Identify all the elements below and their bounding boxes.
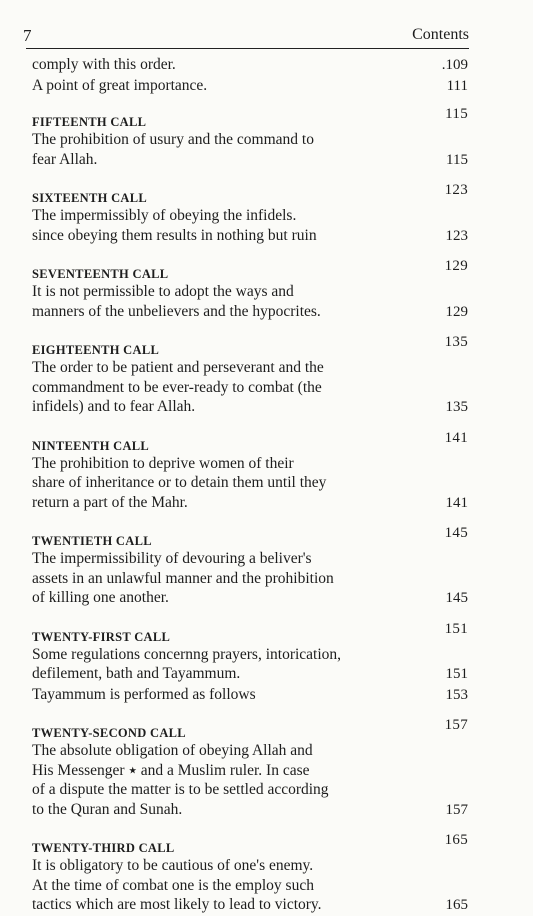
toc-page-ref: 145: [445, 590, 468, 606]
toc-line: [32, 302, 468, 323]
toc-line: [32, 895, 468, 916]
toc-line: [32, 549, 468, 569]
toc-page-ref: 111: [446, 77, 468, 94]
toc-line: [32, 454, 468, 474]
call-heading-page: 123: [444, 182, 468, 198]
toc-line-text: It is obligatory to be cautious of one's enemy.: [32, 857, 314, 874]
call-heading-page: 151: [444, 620, 468, 637]
call-heading: [32, 719, 468, 741]
toc-line-text: Some regulations concernng prayers, intorication,: [32, 645, 342, 663]
table-of-contents: [32, 55, 468, 916]
toc-page-ref: 115: [446, 151, 468, 168]
toc-page-ref: 135: [445, 399, 468, 415]
toc-line-text: At the time of combat one is the employ such: [32, 876, 314, 894]
toc-line-text: The impermissibly of obeying the infidels.: [32, 207, 297, 224]
toc-line: [32, 130, 468, 150]
header-rule: [26, 48, 469, 49]
toc-line: [32, 761, 468, 781]
toc-line: [32, 76, 468, 97]
toc-line-text: The impermissibility of devouring a beliver's: [32, 550, 312, 567]
toc-page-ref: 157: [445, 801, 468, 818]
call-heading-page: 141: [444, 429, 468, 446]
toc-line-text: defilement, bath and Tayammum.: [32, 665, 241, 682]
call-heading: [32, 336, 468, 358]
call-heading: [32, 184, 468, 206]
page-number: 7: [23, 26, 32, 45]
toc-line: [32, 55, 468, 76]
toc-line-text: fear Allah.: [32, 150, 98, 168]
toc-line-text: The order to be patient and perseverant and the: [32, 359, 324, 376]
toc-line: [32, 397, 468, 418]
call-heading-text: TWENTY-SECOND CALL: [32, 726, 186, 740]
toc-page-ref: 151: [445, 666, 468, 682]
toc-page-ref: 153: [445, 686, 468, 703]
toc-page-ref: 165: [445, 897, 468, 913]
call-heading: [32, 429, 468, 454]
toc-line: [32, 588, 468, 609]
toc-page-ref: 141: [445, 494, 468, 511]
call-heading-text: SEVENTEENTH CALL: [32, 267, 169, 281]
toc-line: [32, 800, 468, 821]
toc-line-text: tactics which are most likely to lead to victory.: [32, 896, 322, 913]
call-heading-text: EIGHTEENTH CALL: [32, 343, 160, 357]
toc-line: [32, 645, 468, 665]
toc-line-text: comply with this order.: [32, 56, 176, 73]
running-head: Contents: [412, 26, 469, 43]
toc-line-text: return a part of the Mahr.: [32, 493, 188, 511]
toc-line-text: The prohibition to deprive women of their: [32, 454, 294, 472]
call-heading: [32, 260, 468, 282]
call-heading-page: 129: [444, 258, 468, 274]
toc-line: [32, 150, 468, 171]
toc-line-text: since obeying them results in nothing but ruin: [32, 226, 317, 244]
toc-line: [32, 741, 468, 761]
toc-line-text: Tayammum is performed as follows: [32, 685, 256, 703]
call-heading-text: TWENTY-THIRD CALL: [32, 841, 175, 855]
call-heading-page: 165: [444, 832, 468, 848]
call-heading-text: NINTEENTH CALL: [32, 438, 150, 453]
toc-line: [32, 493, 468, 514]
call-heading-page: 115: [445, 106, 468, 122]
toc-line: [32, 206, 468, 226]
toc-line-text: infidels) and to fear Allah.: [32, 398, 196, 415]
call-heading: [32, 527, 468, 549]
call-heading-text: FIFTEENTH CALL: [32, 115, 147, 129]
call-heading-text: TWENTIETH CALL: [32, 534, 152, 548]
toc-line-text: commandment to be ever-ready to combat (the: [32, 378, 322, 396]
call-heading-page: 157: [444, 717, 468, 733]
toc-line-text: The prohibition of usury and the command to: [32, 131, 314, 148]
call-heading-text: TWENTY-FIRST CALL: [32, 629, 171, 644]
toc-line-text: of killing one another.: [32, 589, 169, 606]
call-heading-page: 145: [444, 525, 468, 541]
toc-page-ref: 129: [445, 303, 468, 320]
toc-line-text: to the Quran and Sunah.: [32, 800, 183, 818]
toc-line-text: assets in an unlawful manner and the prohibition: [32, 569, 334, 587]
call-heading: [32, 834, 468, 856]
call-heading-text: SIXTEENTH CALL: [32, 191, 147, 205]
call-heading: [32, 108, 468, 130]
toc-line: [32, 569, 468, 589]
toc-line-text: manners of the unbelievers and the hypocrites.: [32, 302, 321, 320]
toc-line-text: share of inheritance or to detain them until they: [32, 474, 327, 491]
toc-line: [32, 780, 468, 800]
toc-page-ref: 123: [445, 227, 468, 244]
toc-line-text: A point of great importance.: [32, 76, 208, 94]
toc-line: [32, 378, 468, 398]
toc-line: [32, 282, 468, 302]
toc-line-text: It is not permissible to adopt the ways and: [32, 283, 294, 300]
toc-line-text: The absolute obligation of obeying Allah and: [32, 742, 313, 759]
toc-line: [32, 856, 468, 876]
toc-line: [32, 664, 468, 685]
toc-line: [32, 876, 468, 896]
toc-line-text: of a dispute the matter is to be settled according: [32, 781, 329, 798]
toc-line: [32, 685, 468, 706]
call-heading: [32, 620, 468, 645]
toc-line-text: His Messenger ٭ and a Muslim ruler. In case: [32, 761, 310, 779]
toc-line: [32, 473, 468, 493]
call-heading-page: 135: [444, 334, 468, 350]
toc-line: [32, 358, 468, 378]
toc-page-ref: .109: [441, 57, 468, 73]
toc-line: [32, 226, 468, 247]
